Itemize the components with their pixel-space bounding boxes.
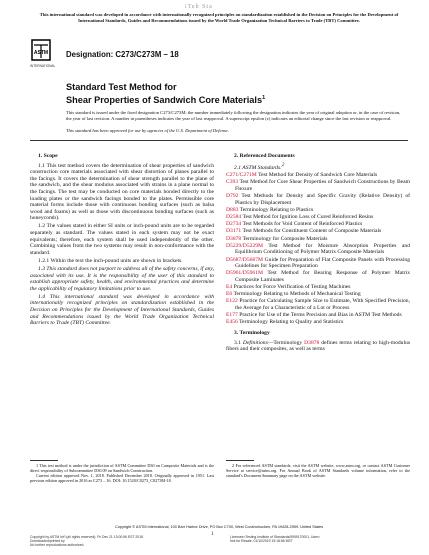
reference-item xyxy=(226,179,410,192)
footnote-1: 1 This test method is under the jurisdiction of ASTM Committee D30 on Composite Materials and is the direct responsibility of Subcommittee D30.09 on Sandwich Construction. xyxy=(30,463,214,474)
reference-title: Test Method for Core Shear Properties of Sandwich Constructions by Beam Flexure xyxy=(235,179,410,192)
footnote-rule xyxy=(30,460,58,461)
reference-link[interactable]: C393 xyxy=(226,179,239,186)
reference-item xyxy=(226,172,410,179)
logo-caption: INTERNATIONAL xyxy=(30,64,56,68)
reference-item xyxy=(226,228,410,235)
designation: Designation: C273/C273M – 18 xyxy=(66,50,179,59)
reference-title: Test Method for Ignition Loss of Cured Reinforced Resins xyxy=(241,213,374,220)
terminology-3-1: 3.1 Definitions—Terminology D3878 defines terms relating to high-modulus fibers and their composites, as well as terms xyxy=(226,339,410,353)
scope-1-2: 1.2 The values stated in either SI units or inch-pound units are to be regarded separately as standard. The values stated in each system may not be exact equivalents; therefore, each system shall be used independently of the other. Combining values from the two systems may result in non-conformance with the standard. xyxy=(30,223,214,256)
reference-title: Practice for Calculating Sample Size to Estimate, With Specified Precision, the Average for a Characteristic of a Lot or Process xyxy=(235,298,410,312)
reference-item xyxy=(226,193,410,206)
left-column xyxy=(30,153,214,328)
scope-1-3: 1.3 This standard does not purport to address all of the safety concerns, if any, associated with its use. It is the responsibility of the user of this standard to establish appropriate safety, health, and environmental practices and determine the applicability of regulatory limitations prior to use. xyxy=(30,266,214,292)
terminology-ref-link[interactable]: D3878 xyxy=(304,339,320,346)
reference-link[interactable]: D2584 xyxy=(226,213,242,220)
title-footnote-marker: 1 xyxy=(262,94,266,101)
astm-logo-icon xyxy=(30,38,52,64)
license-left: Copyright by ASTM Int'l (all rights reserved); Fri Dec 21 13:00:56 EST 2018 Downloaded/printed by No further reproductions authorized. xyxy=(30,535,143,547)
scope-1-2-1: 1.2.1 Within the text the inch-pound units are shown in brackets. xyxy=(38,257,183,264)
svg-text:ASTM: ASTM xyxy=(33,50,49,56)
reference-item xyxy=(226,298,410,311)
reference-title: Test Methods for Void Content of Reinforced Plastics xyxy=(241,221,363,228)
footnote-1-edition: Current edition approved Nov. 1, 2018. Published December 2018. Originally approved in 1951. Last previous edition approved in 2016 as C273 – 16. DOI: 10.1520/C0273_C0273M-18. xyxy=(30,473,214,484)
reference-title: Practice for Use of the Terms Precision and Bias in ASTM Test Methods xyxy=(237,312,402,319)
scope-heading: 1. Scope xyxy=(38,153,58,159)
issued-note: This standard is issued under the fixed designation C273/C273M; the number immediately following the designation indicates the year of original adoption or, in the case of revision, the year of last revision. A number in parentheses indicates the year of last reapproval. A superscript epsilon (ε) indicates an editorial change since the last revision or reapproval. xyxy=(66,110,401,121)
reference-link[interactable]: D2734 xyxy=(226,221,242,228)
reference-link[interactable]: E6 xyxy=(226,291,233,298)
license-right: Licensee=Testing Institute of Standards/5959170001, User= Not for Resale, 01/10/2019 19:18:56 MST xyxy=(230,535,321,543)
references-heading: 2. Referenced Documents xyxy=(234,153,295,159)
reference-list xyxy=(226,172,410,326)
footnote-2: 2 For referenced ASTM standards, visit the ASTM website, www.astm.org, or contact ASTM Customer Service at service@astm.org. For Annual Book of ASTM Standards volume information, refer to the standard's Document Summary page on the ASTM website. xyxy=(226,463,410,479)
scope-1-4: 1.4 This international standard was developed in accordance with internationally recognized principles on standardization established in the Decision on Principles for the Development of International Standards, Guides and Recommendations issued by the World Trade Organization Technical Barriers to Trade (TBT) Committee. xyxy=(30,293,214,327)
reference-title: Terminology Relating to Quality and Statistics xyxy=(237,319,344,326)
right-column xyxy=(226,153,410,354)
terminology-heading: 3. Terminology xyxy=(234,330,270,337)
reference-title: Test Methods for Density and Specific Gravity (Relative Density) of Plastics by Displacement xyxy=(235,193,410,206)
divider xyxy=(30,140,408,141)
tbt-notice: This international standard was developed in accordance with internationally recognized principles on standardization established in the Decision on Principles for the Development of International Standards, Guides and Recommendations issued by the World Trade Organization Technical Barriers to Trade (TBT) Committee. xyxy=(39,12,399,23)
title-line-2 xyxy=(66,93,396,106)
reference-item xyxy=(226,319,410,326)
reference-title: Test Method for Density of Sandwich Core Materials xyxy=(256,172,378,179)
title-main: Shear Properties of Sandwich Core Materials xyxy=(66,94,263,105)
reference-title: Guide for Preparation of Flat Composite Panels with Processing Guidelines for Specimen Preparation xyxy=(235,256,410,270)
copyright: Copyright © ASTM International, 100 Barr Harbor Drive, PO Box C700, West Conshohocken, PA 19428-2959. United States xyxy=(114,525,323,529)
reference-link[interactable]: D883 xyxy=(226,206,239,213)
dod-note: This standard has been approved for use by agencies of the U.S. Department of Defense. xyxy=(66,128,229,133)
reference-title: Practices for Force Verification of Testing Machines xyxy=(232,284,351,291)
reference-item xyxy=(226,291,410,298)
reference-link[interactable]: E177 xyxy=(226,312,238,319)
reference-title: Test Method for Moisture Absorption Properties and Equilibrium Conditioning of Polymer Matrix Composite Materials xyxy=(235,242,410,256)
reference-item xyxy=(226,236,410,243)
reference-link[interactable]: D792 xyxy=(226,193,239,200)
reference-item xyxy=(226,221,410,228)
reference-item xyxy=(226,312,410,319)
reference-link[interactable]: C271/C271M xyxy=(226,172,257,179)
astm-standards-subheading: 2.1 ASTM Standards:$^2$ xyxy=(234,162,285,171)
reference-title: Terminology for Composite Materials xyxy=(241,235,328,242)
document-title xyxy=(66,82,396,105)
reference-item xyxy=(226,284,410,291)
reference-item xyxy=(226,257,410,270)
reference-title: Test Methods for Constituent Content of Composite Materials xyxy=(241,228,382,235)
reference-link[interactable]: E122 xyxy=(226,298,238,305)
reference-title: Terminology Relating to Methods of Mechanical Testing xyxy=(232,291,361,298)
reference-link[interactable]: D3171 xyxy=(226,228,242,235)
reference-link[interactable]: E456 xyxy=(226,319,238,326)
scope-1-1: 1.1 This test method covers the determination of shear properties of sandwich construction core materials associated with shear distortion of planes parallel to the facings. It covers the determination of shear strength parallel to the plane of the sandwich, and the shear modulus associated with strains in a plane normal to the facings. The test may be conducted on core materials bonded directly to the loading plates or the sandwich facings bonded to the plates. Permissible core material forms include those with continuous bonding surfaces (such as balsa wood and foams) as well as those with discontinuous bonding surfaces (such as honeycomb). xyxy=(30,162,214,222)
reference-item xyxy=(226,243,410,256)
reference-item xyxy=(226,214,410,221)
reference-link[interactable]: D3878 xyxy=(226,235,242,242)
reference-title: Test Method for Bearing Response of Polymer Matrix Composite Laminates xyxy=(235,270,410,283)
reference-item xyxy=(226,207,410,214)
title-line-1: Standard Test Method for xyxy=(66,82,177,92)
footnote-rule xyxy=(226,460,254,461)
page-number: 1 xyxy=(211,532,214,537)
reference-item xyxy=(226,270,410,283)
reference-link[interactable]: D5961/D5961M xyxy=(226,270,263,277)
reference-title: Terminology Relating to Plastics xyxy=(238,206,314,213)
reference-link[interactable]: D5687/D5687M xyxy=(226,256,263,263)
right-footnotes xyxy=(226,460,410,478)
left-footnotes xyxy=(30,460,214,483)
reference-link[interactable]: D5229/D5229M xyxy=(226,242,263,249)
watermark: iTeh Sta xyxy=(185,4,213,10)
reference-link[interactable]: E4 xyxy=(226,284,233,291)
